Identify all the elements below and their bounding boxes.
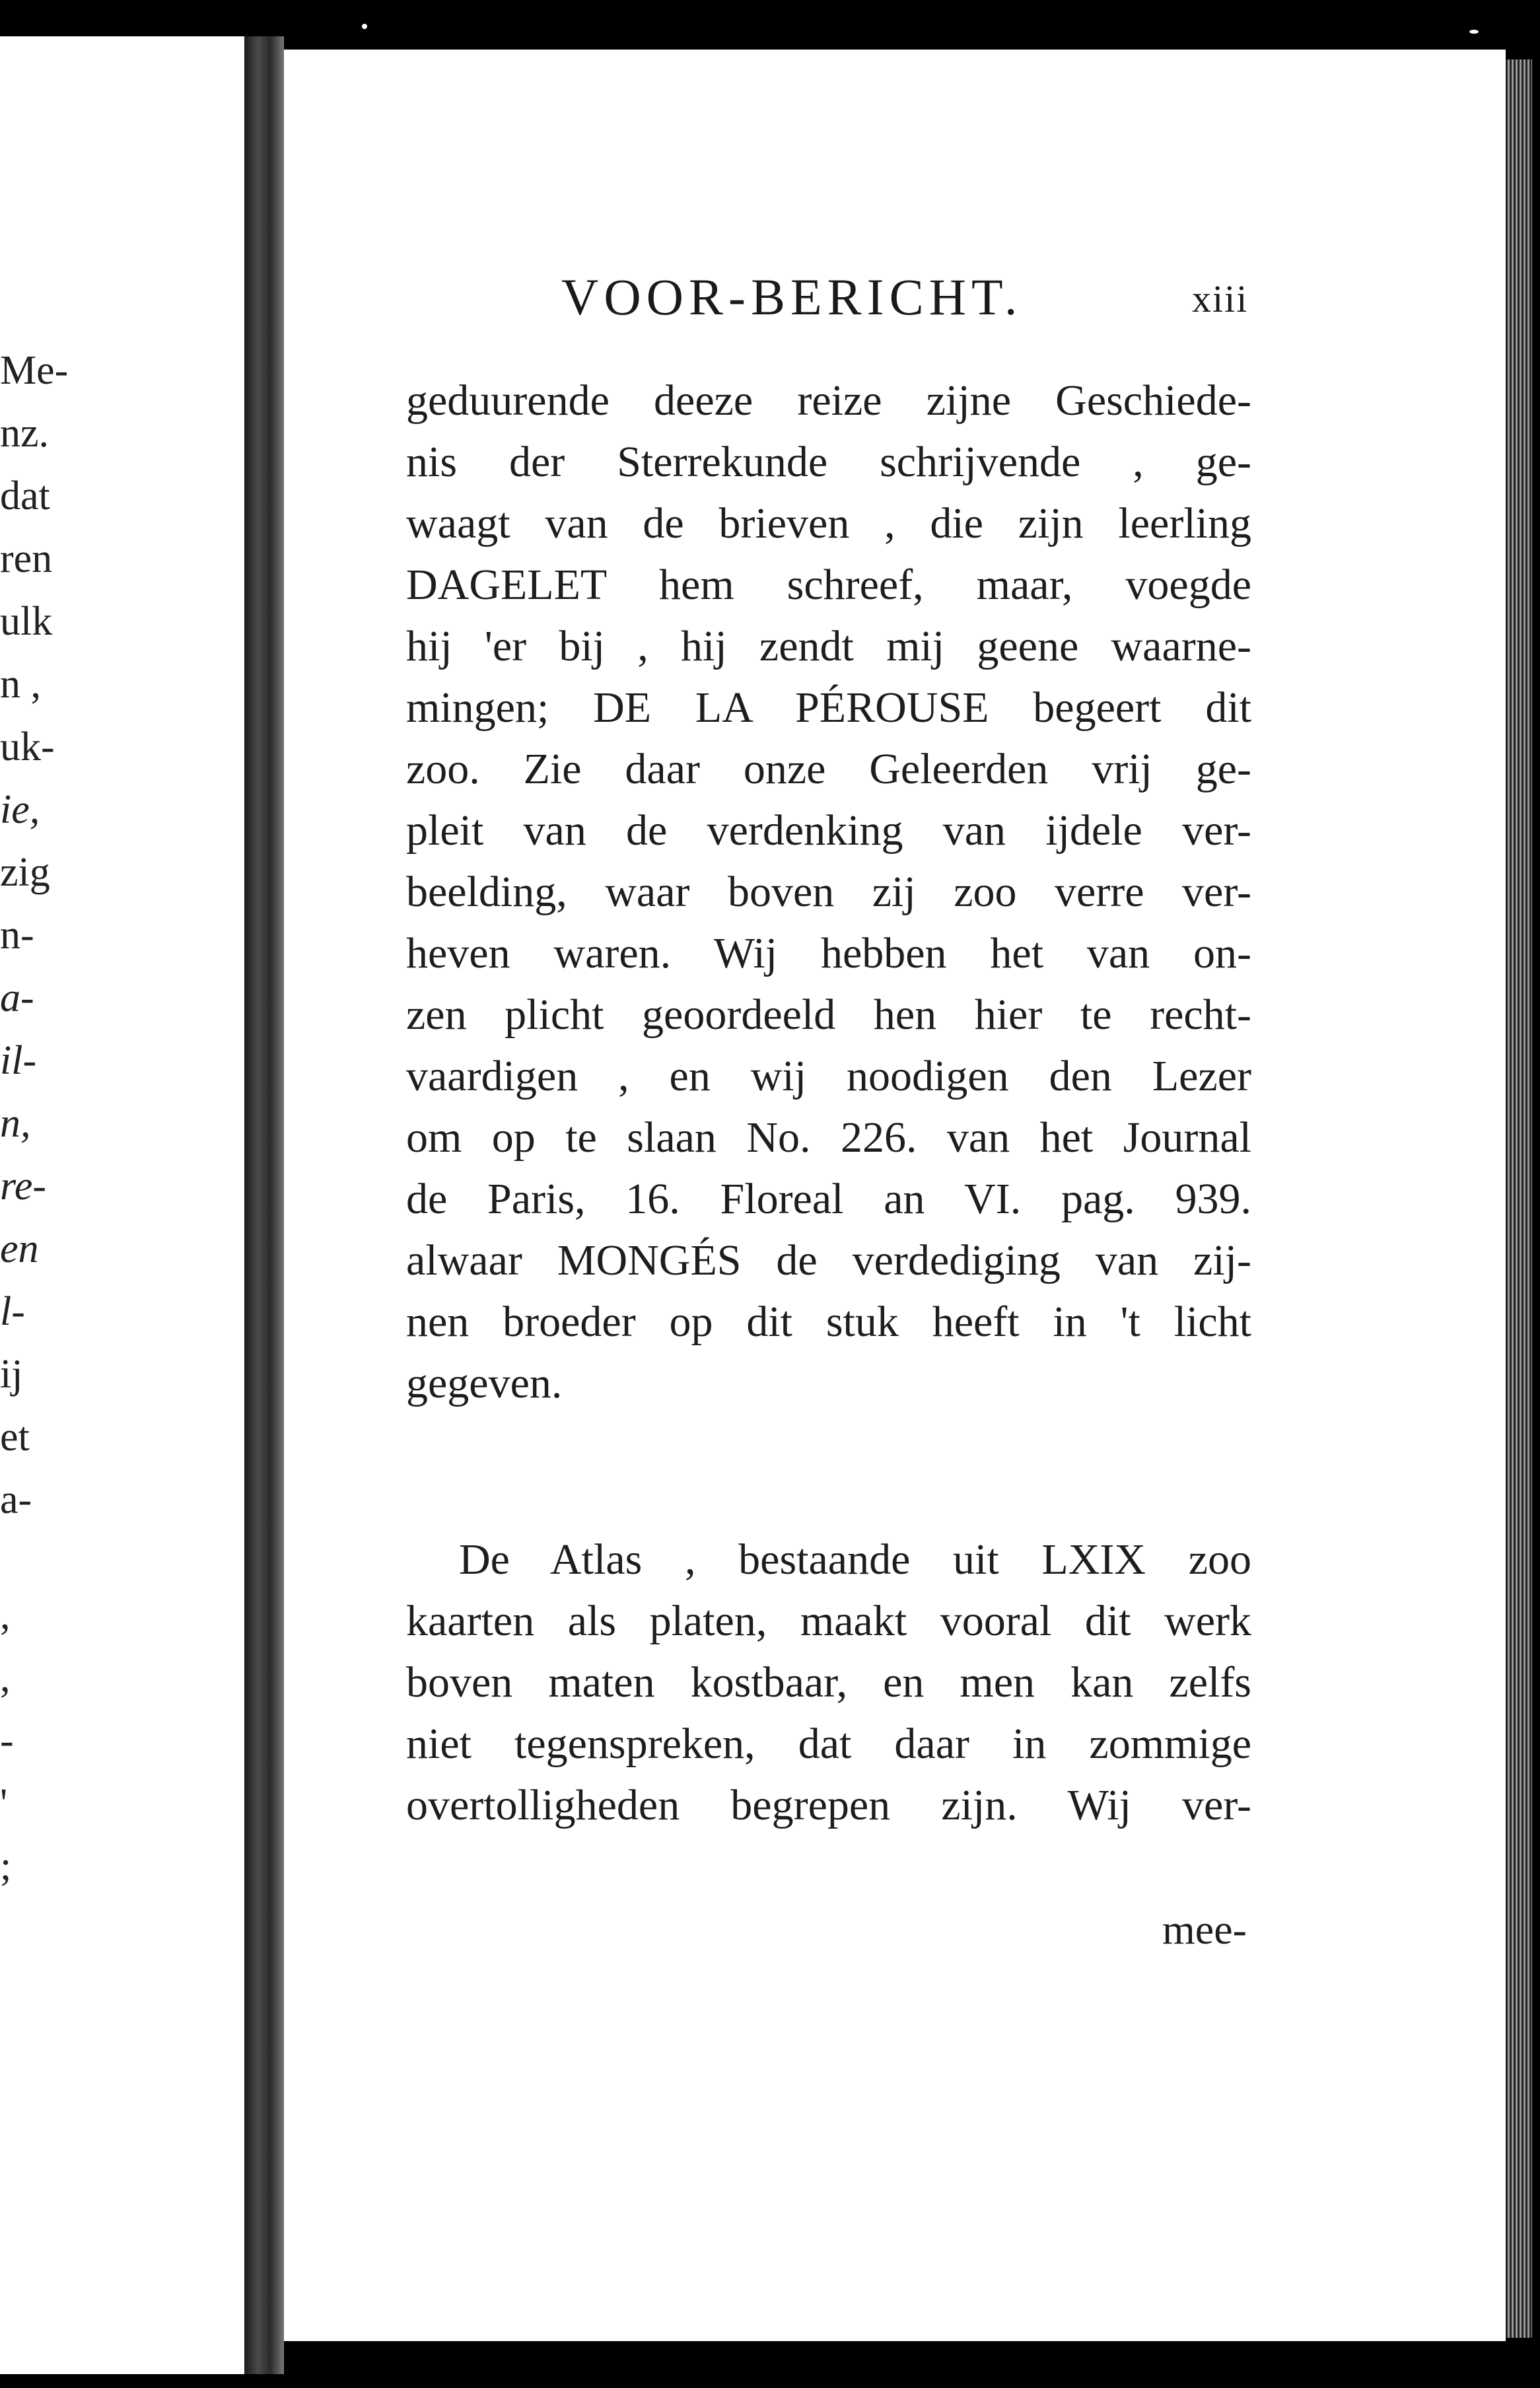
left-fragment: ' xyxy=(0,1781,8,1826)
left-fragment: ; xyxy=(0,1844,12,1889)
left-fragment: n- xyxy=(0,913,34,958)
catchword: mee- xyxy=(1162,1906,1247,1953)
text-line: DAGELET hem schreef, maar, voegde xyxy=(406,561,1251,609)
paragraph-2 xyxy=(406,1529,1251,1836)
text-line: De Atlas , bestaande uit LXIX zoo xyxy=(459,1535,1251,1584)
text-line: nis der Sterrekunde schrijvende , ge- xyxy=(406,438,1251,486)
text-line: de Paris, 16. Floreal an VI. pag. 939. xyxy=(406,1175,1251,1223)
left-fragment: nz. xyxy=(0,411,50,456)
text-line: om op te slaan No. 226. van het Journal xyxy=(406,1113,1251,1162)
text-line: waagt van de brieven , die zijn leerling xyxy=(406,499,1251,547)
left-fragment: a- xyxy=(0,1477,32,1522)
text-line: gegeven. xyxy=(406,1359,563,1407)
page-number: xiii xyxy=(1192,277,1249,320)
text-line: heven waren. Wij hebben het van on- xyxy=(406,929,1251,977)
text-line: vaardigen , en wij noodigen den Lezer xyxy=(406,1052,1251,1100)
left-fragment: n , xyxy=(0,662,41,707)
text-line: kaarten als platen, maakt vooral dit werk xyxy=(406,1597,1251,1645)
left-fragment: - xyxy=(0,1718,14,1763)
left-fragment: en xyxy=(0,1226,39,1271)
left-fragment: uk- xyxy=(0,724,55,769)
left-fragment: Me- xyxy=(0,348,69,393)
left-fragment: dat xyxy=(0,474,50,518)
page-edges xyxy=(1506,59,1532,2338)
left-fragment: il- xyxy=(0,1038,37,1083)
text-line: overtolligheden begrepen zijn. Wij ver- xyxy=(406,1781,1251,1829)
left-fragment: ren xyxy=(0,536,53,581)
text-line: geduurende deeze reize zijne Geschiede- xyxy=(406,376,1251,425)
text-line: hij 'er bij , hij zendt mij geene waarne- xyxy=(406,622,1251,670)
left-fragment: a- xyxy=(0,975,34,1020)
left-fragment: ij xyxy=(0,1352,23,1397)
text-line: zen plicht geoordeeld hen hier te recht- xyxy=(406,991,1251,1039)
running-title: VOOR-BERICHT. xyxy=(561,268,1023,326)
text-line: niet tegenspreken, dat daar in zommige xyxy=(406,1720,1251,1768)
running-header xyxy=(284,267,1506,334)
left-fragment: , xyxy=(0,1656,11,1701)
text-line: pleit van de verdenking van ijdele ver- xyxy=(406,806,1251,855)
left-fragment: et xyxy=(0,1415,30,1459)
scan-speck xyxy=(362,24,367,29)
text-line: nen broeder op dit stuk heeft in 't licht xyxy=(406,1298,1251,1346)
left-fragment: l- xyxy=(0,1289,25,1334)
left-fragment: n, xyxy=(0,1101,31,1146)
text-line: mingen; DE LA PÉROUSE begeert dit xyxy=(406,684,1251,732)
scan-speck xyxy=(1469,30,1479,34)
text-line: alwaar MONGÉS de verdediging van zij- xyxy=(406,1236,1251,1284)
left-fragment: , xyxy=(0,1593,11,1638)
left-fragment: re- xyxy=(0,1164,46,1209)
text-line: beelding, waar boven zij zoo verre ver- xyxy=(406,868,1251,916)
text-line: boven maten kostbaar, en men kan zelfs xyxy=(406,1658,1251,1706)
left-fragment: ulk xyxy=(0,599,53,644)
paragraph-1 xyxy=(406,370,1251,1414)
left-fragment: zig xyxy=(0,850,50,895)
left-page-fragment xyxy=(0,36,244,2374)
text-line: zoo. Zie daar onze Geleerden vrij ge- xyxy=(406,745,1251,793)
book-page xyxy=(284,50,1506,2341)
left-fragment: ie, xyxy=(0,787,40,832)
book-spine xyxy=(244,36,284,2374)
